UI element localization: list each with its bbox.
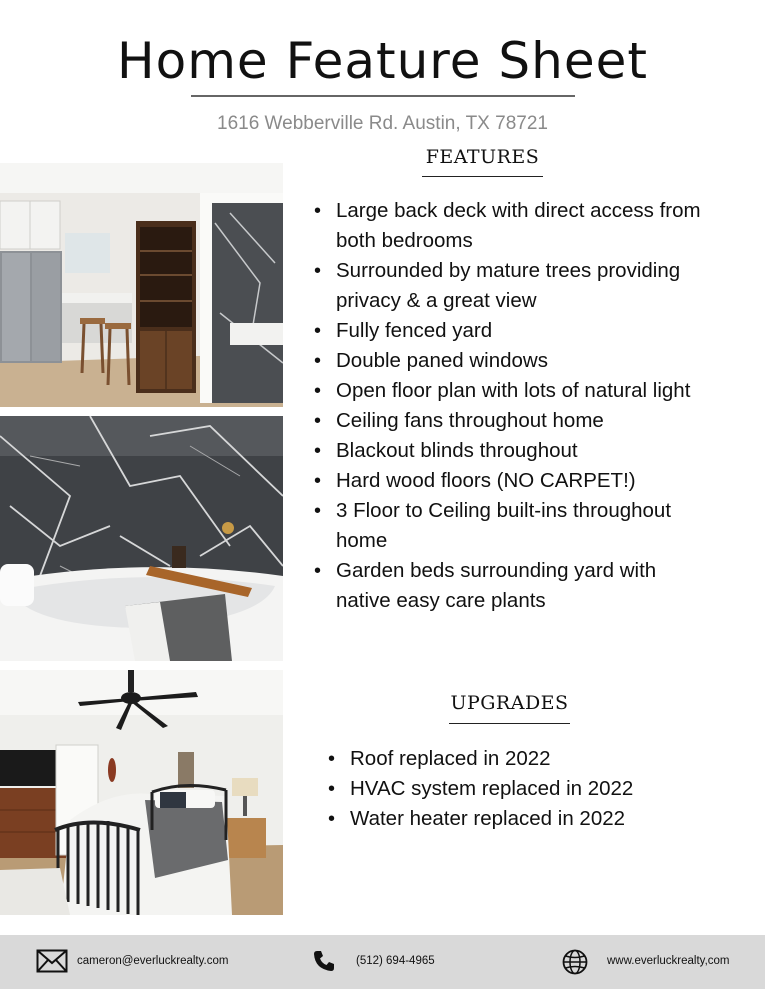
upgrades-divider [449,723,570,724]
property-address: 1616 Webberville Rd. Austin, TX 78721 [217,113,548,134]
list-item: • Hard wood floors (NO CARPET!) [314,466,714,496]
title-divider [191,95,575,97]
contact-footer [0,935,765,989]
list-item: • Garden beds surrounding yard with native easy care plants [314,556,714,616]
list-item: • HVAC system replaced in 2022 [328,774,728,804]
upgrades-list [328,744,728,834]
page-title: Home Feature Sheet [117,32,648,90]
upgrades-heading: UPGRADES [450,692,569,714]
email-link[interactable]: cameron@everluckrealty.com [77,955,229,967]
list-item: • 3 Floor to Ceiling built-ins throughout home [314,496,714,556]
list-item: • Fully fenced yard [314,316,714,346]
list-item: • Large back deck with direct access from both bedrooms [314,196,714,256]
bathroom-photo [0,416,283,661]
features-heading: FEATURES [425,146,540,168]
list-item: • Water heater replaced in 2022 [328,804,728,834]
website-link[interactable]: www.everluckrealty,com [607,955,730,967]
kitchen-photo [0,163,283,407]
list-item: • Ceiling fans throughout home [314,406,714,436]
phone-icon [312,949,336,978]
globe-icon [562,949,588,980]
envelope-icon [36,949,68,978]
list-item: • Open floor plan with lots of natural light [314,376,714,406]
phone-link[interactable]: (512) 694-4965 [356,955,435,967]
list-item: • Blackout blinds throughout [314,436,714,466]
bedroom-photo [0,670,283,915]
list-item: • Double paned windows [314,346,714,376]
features-divider [422,176,543,177]
features-list [314,196,714,616]
list-item: • Roof replaced in 2022 [328,744,728,774]
list-item: • Surrounded by mature trees providing privacy & a great view [314,256,714,316]
